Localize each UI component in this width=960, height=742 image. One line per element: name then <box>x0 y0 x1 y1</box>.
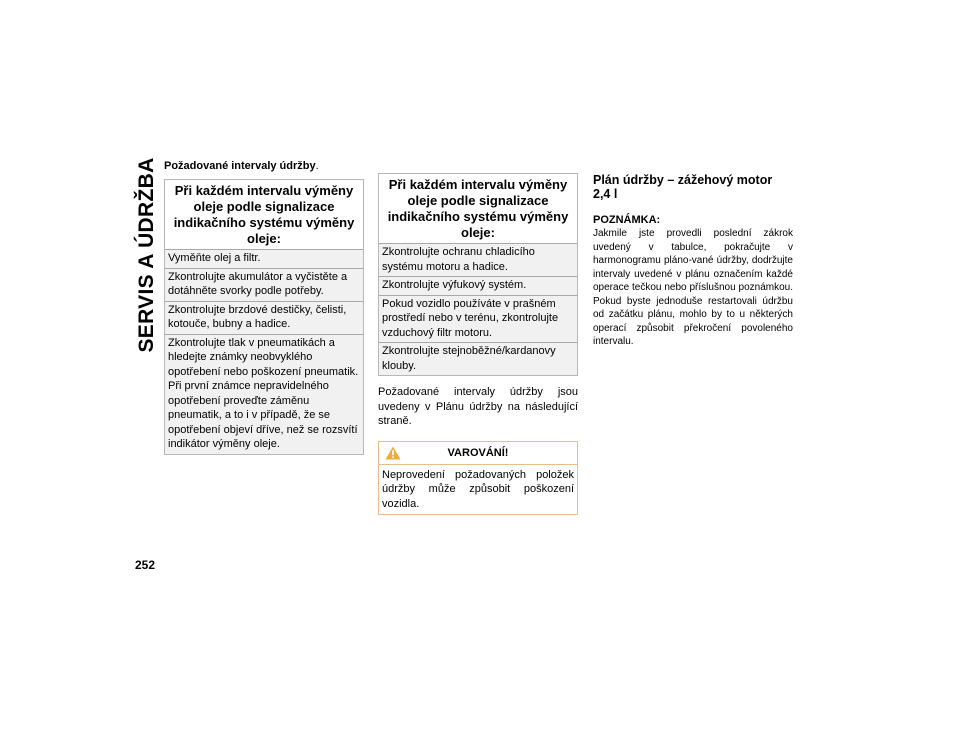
right-column <box>593 173 793 349</box>
schedule-reference-paragraph: Požadované intervaly údržby jsou uvedeny v Plánu údržby na následující straně. <box>378 386 578 427</box>
table-header: Při každém intervalu výměny oleje podle signalizace indikačního systému výměny oleje: <box>165 180 363 249</box>
section-side-tab <box>132 157 162 353</box>
maintenance-interval-table-middle <box>378 173 578 376</box>
middle-column <box>378 173 578 515</box>
table-row: Vyměňte olej a filtr. <box>165 249 363 268</box>
warning-text: Neprovedení požadovaných položek údržby může způsobit poškození vozidla. <box>382 468 574 510</box>
note-label: POZNÁMKA: <box>593 214 661 226</box>
table-row: Pokud vozidlo používáte v prašném prostředí nebo v terénu, zkontrolujte vzduchový filtr motoru. <box>379 295 577 343</box>
table-row: Zkontrolujte akumulátor a vyčistěte a dotáhněte svorky podle potřeby. <box>165 268 363 301</box>
table-row: Zkontrolujte tlak v pneumatikách a hledejte známky neobvyklého opotřebení nebo poškození pneumatik. Při první známce nepravidelného opotřebení proveďte záměnu pneumatik, a to i v případě, že se opotřebení objeví dříve, než se rozsvítí indikátor výměny oleje. <box>165 334 363 454</box>
maintenance-plan-heading: Plán údržby – zážehový motor 2,4 l <box>593 173 773 201</box>
table-row: Zkontrolujte brzdové destičky, čelisti, kotouče, bubny a hadice. <box>165 301 363 334</box>
warning-title: VAROVÁNÍ! <box>447 446 509 459</box>
table-row: Zkontrolujte stejnoběžné/kardanovy klouby. <box>379 342 577 375</box>
table-row: Zkontrolujte ochranu chladicího systému motoru a hadice. <box>379 243 577 276</box>
page-number: 252 <box>135 558 156 572</box>
section-title: SERVIS A ÚDRŽBA <box>135 157 158 353</box>
maintenance-interval-table-left <box>164 179 364 455</box>
intro-end: . <box>315 160 319 172</box>
table-header: Při každém intervalu výměny oleje podle signalizace indikačního systému výměny oleje: <box>379 174 577 243</box>
note-text: Jakmile jste provedli poslední zákrok uvedený v tabulce, pokračujte v harmonogramu pláno-vané údržby, dodržujte intervaly uvedené v plánu označením každé operace tečkou nebo příslušnou poznámkou. Pokud byste jednoduše restartovali údržbu od začátku plánu, mohlo by to u některých operací způsobit překročení povoleného intervalu. <box>593 228 793 347</box>
warning-box <box>378 441 578 516</box>
table-row: Zkontrolujte výfukový systém. <box>379 276 577 295</box>
left-column <box>164 160 364 455</box>
intro-bold: Požadované intervaly údržby <box>164 160 316 172</box>
warning-header <box>379 442 577 465</box>
intro-heading <box>164 160 364 172</box>
